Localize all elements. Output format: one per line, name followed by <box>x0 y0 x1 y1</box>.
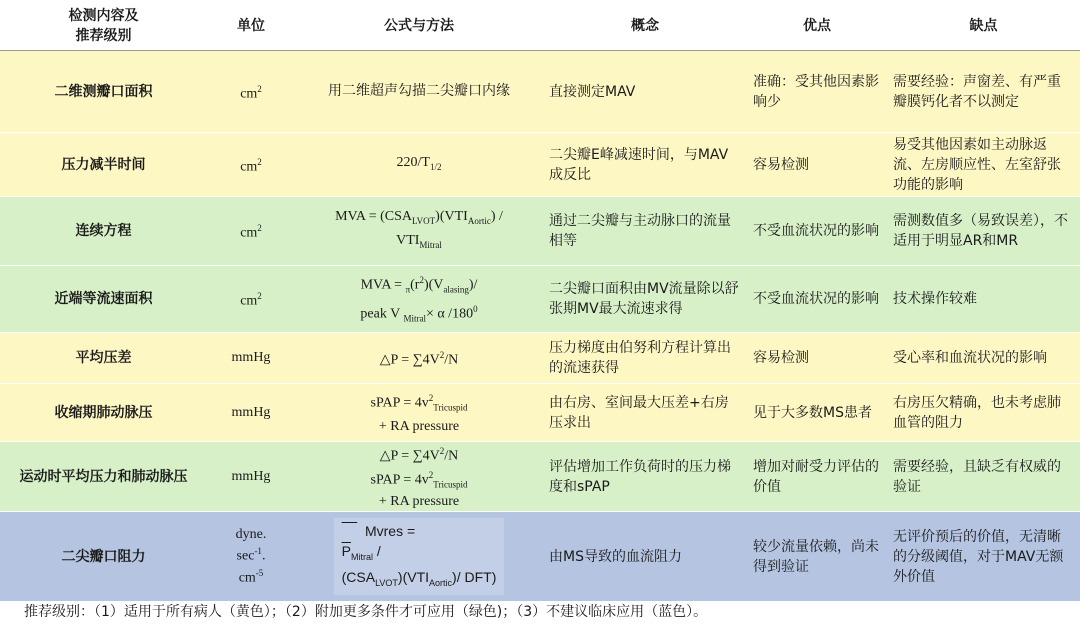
row-concept: 二尖瓣口面积由MV流量除以舒张期MV最大流速求得 <box>543 266 747 333</box>
row-disadvantage: 需要经验，且缺乏有权威的验证 <box>887 442 1080 512</box>
row-concept: 二尖瓣E峰减速时间，与MAV成反比 <box>543 133 747 197</box>
row-name: 运动时平均压力和肺动脉压 <box>0 442 207 512</box>
row-advantage: 准确：受其他因素影响少 <box>747 51 887 133</box>
table-row <box>0 384 1080 442</box>
row-disadvantage: 需测数值多（易致误差），不适用于明显AR和MR <box>887 197 1080 266</box>
row-unit: $cm^2$ <box>207 133 295 197</box>
recommendation-footnote: 推荐级别：（1）适用于所有病人（黄色）；（2）附加更多条件才可应用（绿色)；（3）不建议临床应用（蓝色）。 <box>24 604 708 620</box>
row-name: 二维测瓣口面积 <box>0 51 207 133</box>
row-advantage: 容易检测 <box>747 333 887 384</box>
table-row <box>0 333 1080 384</box>
row-formula <box>295 512 543 602</box>
row-advantage: 见于大多数MS患者 <box>747 384 887 442</box>
row-unit: mmHg <box>207 442 295 512</box>
row-advantage: 不受血流状况的影响 <box>747 266 887 333</box>
header-formula: 公式与方法 <box>295 0 543 51</box>
row-formula: △P = $\sum 4V^2/N$ sPAP = $4v^2_{Tricuspid}$ + RA pressure <box>295 442 543 512</box>
table-row <box>0 51 1080 133</box>
row-formula: △P = $\sum 4V^2/N$ <box>295 333 543 384</box>
table-row <box>0 266 1080 333</box>
row-formula: $220/T_{1/2}$ <box>295 133 543 197</box>
table-row <box>0 133 1080 197</box>
row-concept: 由MS导致的血流阻力 <box>543 512 747 602</box>
row-disadvantage: 受心率和血流状况的影响 <box>887 333 1080 384</box>
row-formula: MVA = $(CSA_{LVOT})(VTI_{Aortic})$ / $VTI_{Mitral}$ <box>295 197 543 266</box>
row-unit: $cm^2$ <box>207 197 295 266</box>
table-row <box>0 442 1080 512</box>
header-unit: 单位 <box>207 0 295 51</box>
row-unit: mmHg <box>207 384 295 442</box>
row-unit: $cm^2$ <box>207 266 295 333</box>
row-disadvantage: 无评价预后的价值，无清晰的分级阈值，对于MAV无额外价值 <box>887 512 1080 602</box>
header-item: 检测内容及 推荐级别 <box>0 0 207 51</box>
table-row <box>0 512 1080 602</box>
row-concept: 直接测定MAV <box>543 51 747 133</box>
row-disadvantage: 右房压欠精确，也未考虑肺血管的阻力 <box>887 384 1080 442</box>
row-unit: mmHg <box>207 333 295 384</box>
resistance-formula-box: Mvres = $\overline{P}_{Mitral}$ / $(CSA_{LVOT})(VTI_{Aortic})/$ DFT) <box>334 518 505 596</box>
row-name: 收缩期肺动脉压 <box>0 384 207 442</box>
header-advantage: 优点 <box>747 0 887 51</box>
row-advantage: 容易检测 <box>747 133 887 197</box>
table-header-row <box>0 0 1080 51</box>
row-disadvantage: 需要经验：声窗差、有严重瓣膜钙化者不以测定 <box>887 51 1080 133</box>
row-formula: 用二维超声勾描二尖瓣口内缘 <box>295 51 543 133</box>
row-concept: 通过二尖瓣与主动脉口的流量相等 <box>543 197 747 266</box>
row-name: 近端等流速面积 <box>0 266 207 333</box>
row-name: 平均压差 <box>0 333 207 384</box>
row-unit: dyne. $\sec^{-1}$. $cm^{-5}$ <box>207 512 295 602</box>
table-row <box>0 197 1080 266</box>
row-concept: 压力梯度由伯努利方程计算出的流速获得 <box>543 333 747 384</box>
row-unit: $cm^2$ <box>207 51 295 133</box>
row-concept: 由右房、室间最大压差+右房压求出 <box>543 384 747 442</box>
row-advantage: 不受血流状况的影响 <box>747 197 887 266</box>
row-advantage: 增加对耐受力评估的价值 <box>747 442 887 512</box>
header-disadvantage: 缺点 <box>887 0 1080 51</box>
row-formula: MVA = $_\pi(r^2)(V_{alasing})/$ peak V $_{Mitral}$× α $/180^0$ <box>295 266 543 333</box>
row-name: 二尖瓣口阻力 <box>0 512 207 602</box>
row-formula: sPAP = $4v^2_{Tricuspid}$ + RA pressure <box>295 384 543 442</box>
row-name: 压力减半时间 <box>0 133 207 197</box>
header-concept: 概念 <box>543 0 747 51</box>
row-name: 连续方程 <box>0 197 207 266</box>
row-concept: 评估增加工作负荷时的压力梯度和sPAP <box>543 442 747 512</box>
row-advantage: 较少流量依赖，尚未得到验证 <box>747 512 887 602</box>
row-disadvantage: 技术操作较难 <box>887 266 1080 333</box>
row-disadvantage: 易受其他因素如主动脉返流、左房顺应性、左室舒张功能的影响 <box>887 133 1080 197</box>
